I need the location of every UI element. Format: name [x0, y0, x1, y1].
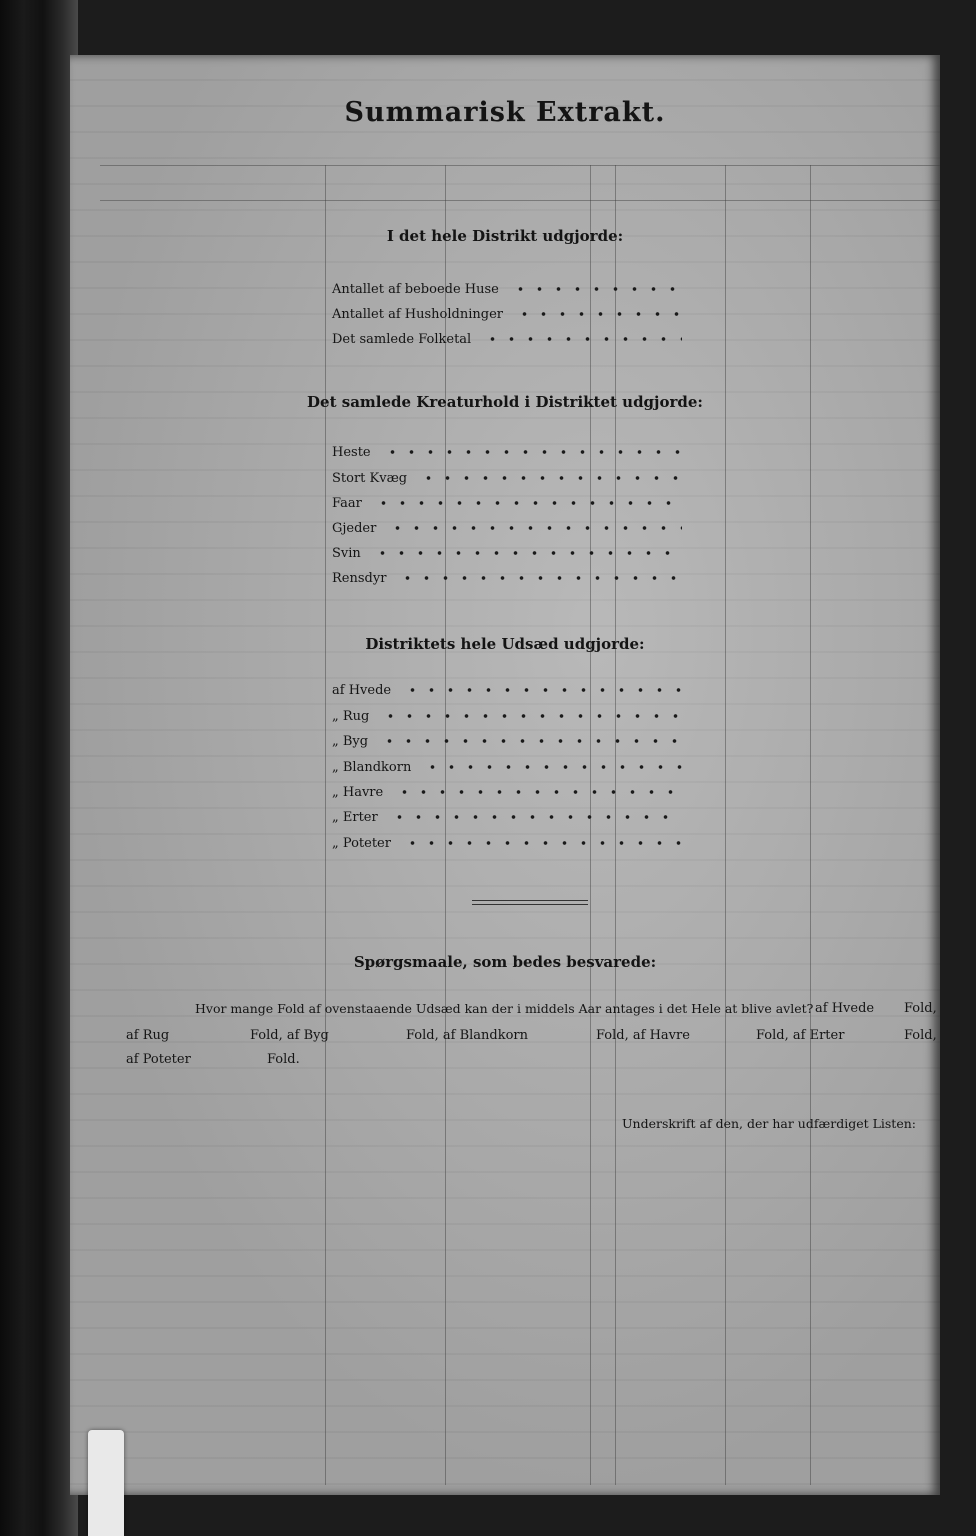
label-af-rug: af Rug — [126, 1028, 170, 1043]
row-label: Det samlede Folketal — [332, 331, 472, 347]
row-label: „ Byg — [332, 733, 369, 749]
section-divider — [472, 900, 588, 905]
row-svin — [332, 542, 682, 564]
row-households — [332, 303, 682, 325]
row-rensdyr — [332, 567, 682, 589]
row-label: Stort Kvæg — [332, 470, 408, 486]
row-label: Svin — [332, 545, 361, 561]
section-heading-seed: Distriktets hele Udsæd udgjorde: — [365, 635, 645, 653]
row-label: „ Erter — [332, 809, 378, 825]
row-label: Gjeder — [332, 520, 377, 536]
row-label: Antallet af Husholdninger — [332, 306, 503, 322]
row-gjeder — [332, 517, 682, 539]
ledger-page — [70, 55, 940, 1495]
row-label: Rensdyr — [332, 570, 387, 586]
row-label: af Hvede — [332, 682, 392, 698]
row-faar — [332, 492, 682, 514]
row-label: „ Havre — [332, 784, 384, 800]
page-tab — [88, 1430, 124, 1536]
row-label: Heste — [332, 444, 371, 460]
page-title: Summarisk Extrakt. — [344, 97, 666, 128]
book-spine — [0, 0, 78, 1536]
label-fold-2: Fold, — [904, 1028, 937, 1043]
signature-line: Underskrift af den, der har udfærdiget Listen: — [622, 1116, 916, 1131]
label-fold-af-erter: Fold, af Erter — [756, 1028, 845, 1043]
row-label: „ Blandkorn — [332, 759, 412, 775]
row-blandkorn — [332, 756, 682, 778]
row-hvede — [332, 679, 682, 701]
label-fold-end: Fold. — [267, 1052, 300, 1067]
section-heading-livestock: Det samlede Kreaturhold i Distriktet udgjorde: — [307, 393, 703, 411]
label-fold-af-byg: Fold, af Byg — [250, 1028, 329, 1043]
row-havre — [332, 781, 682, 803]
row-label: „ Poteter — [332, 835, 391, 851]
row-heste — [332, 441, 682, 463]
label-fold-af-havre: Fold, af Havre — [596, 1028, 690, 1043]
row-houses — [332, 278, 682, 300]
section-heading-district: I det hele Distrikt udgjorde: — [386, 227, 624, 245]
label-fold-af-blandkorn: Fold, af Blandkorn — [406, 1028, 529, 1043]
row-byg — [332, 730, 682, 752]
label-af-poteter: af Poteter — [126, 1052, 191, 1067]
label-fold: Fold, — [904, 1001, 937, 1016]
label-af-hvede: af Hvede — [815, 1001, 875, 1016]
questions-heading: Spørgsmaale, som bedes besvarede: — [353, 953, 657, 971]
row-erter — [332, 806, 682, 828]
row-label: Faar — [332, 495, 362, 511]
row-stort-kvaeg — [332, 467, 682, 489]
row-rug — [332, 705, 682, 727]
row-population — [332, 328, 682, 350]
row-label: „ Rug — [332, 708, 370, 724]
row-label: Antallet af beboede Huse — [332, 281, 499, 297]
row-poteter — [332, 832, 682, 854]
question-line: Hvor mange Fold af ovenstaaende Udsæd kan der i middels Aar antages i det Hele at blive avlet? — [195, 1001, 814, 1016]
